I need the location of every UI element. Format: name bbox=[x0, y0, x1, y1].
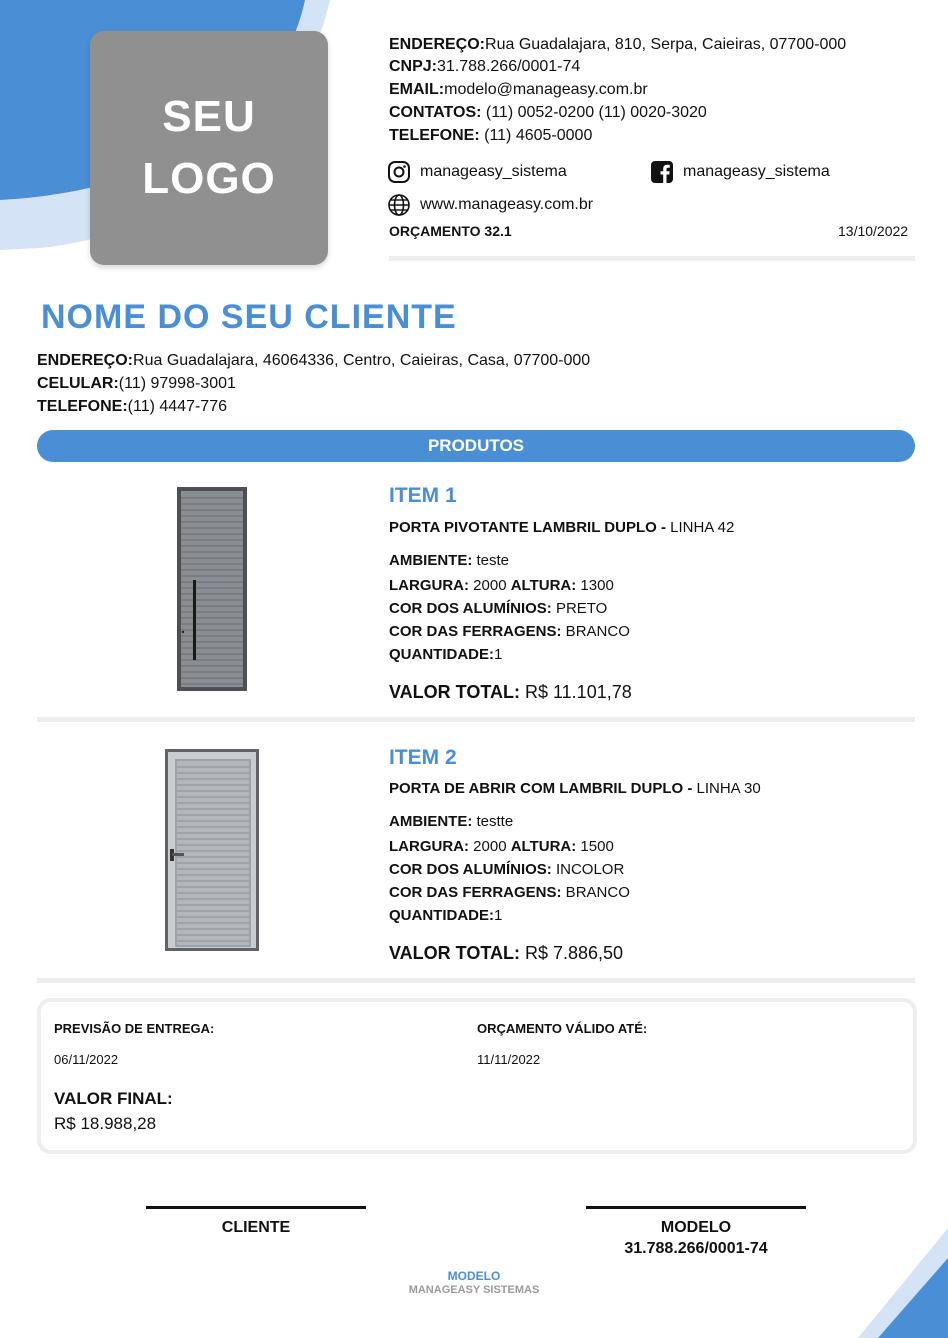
facebook-handle: manageasy_sistema bbox=[683, 163, 830, 180]
footer-company: MODELO bbox=[447, 1269, 501, 1283]
delivery-label: PREVISÃO DE ENTREGA: bbox=[54, 1021, 215, 1036]
item-2-ferragens: COR DAS FERRAGENS: BRANCO bbox=[389, 884, 630, 901]
item-2-total: VALOR TOTAL: R$ 7.886,50 bbox=[389, 943, 624, 963]
company-cnpj: CNPJ:31.788.266/0001-74 bbox=[389, 58, 581, 75]
valid-until-date: 11/11/2022 bbox=[477, 1052, 541, 1067]
item-1-ferragens: COR DAS FERRAGENS: BRANCO bbox=[389, 623, 630, 640]
company-signature-cnpj: 31.788.266/0001-74 bbox=[624, 1240, 768, 1257]
quote-date: 13/10/2022 bbox=[838, 223, 909, 239]
client-phone: TELEFONE:(11) 4447-776 bbox=[37, 398, 227, 415]
item-1-divider bbox=[37, 717, 915, 722]
item-1-ambiente: AMBIENTE: teste bbox=[389, 552, 510, 569]
client-signature-line bbox=[146, 1206, 366, 1209]
company-logo bbox=[90, 31, 328, 265]
client-name: NOME DO SEU CLIENTE bbox=[41, 298, 457, 336]
quote-number: ORÇAMENTO 32.1 bbox=[389, 223, 512, 239]
header-divider bbox=[389, 256, 915, 261]
item-1-aluminio: COR DOS ALUMÍNIOS: PRETO bbox=[389, 600, 608, 617]
item-2-dimensions: LARGURA: 2000 ALTURA: 1500 bbox=[389, 838, 614, 855]
item-2-title: ITEM 2 bbox=[389, 746, 457, 769]
item-1-quantidade: QUANTIDADE:1 bbox=[389, 646, 503, 663]
item-2-door-image bbox=[164, 748, 260, 952]
valid-until-label: ORÇAMENTO VÁLIDO ATÉ: bbox=[477, 1021, 648, 1036]
facebook-link[interactable] bbox=[650, 160, 830, 184]
item-1-dimensions: LARGURA: 2000 ALTURA: 1300 bbox=[389, 577, 614, 594]
item-2-divider bbox=[37, 978, 915, 983]
item-2-ambiente: AMBIENTE: testte bbox=[389, 813, 514, 830]
item-1-name: PORTA PIVOTANTE LAMBRIL DUPLO - LINHA 42 bbox=[389, 519, 735, 536]
item-2-quantidade: QUANTIDADE:1 bbox=[389, 907, 503, 924]
products-header: PRODUTOS bbox=[37, 430, 915, 462]
item-1-total: VALOR TOTAL: R$ 11.101,78 bbox=[389, 682, 632, 702]
website-link[interactable] bbox=[387, 193, 593, 217]
website-url: www.manageasy.com.br bbox=[420, 196, 594, 213]
client-address: ENDEREÇO:Rua Guadalajara, 46064336, Centro, Caieiras, Casa, 07700-000 bbox=[37, 352, 591, 369]
client-signature-label: CLIENTE bbox=[221, 1219, 291, 1236]
final-value: R$ 18.988,28 bbox=[54, 1114, 157, 1133]
company-signature-name: MODELO bbox=[660, 1219, 732, 1236]
company-signature-line bbox=[586, 1206, 806, 1209]
item-1-title: ITEM 1 bbox=[389, 484, 457, 507]
client-mobile: CELULAR:(11) 97998-3001 bbox=[37, 375, 236, 392]
delivery-date: 06/11/2022 bbox=[54, 1052, 119, 1067]
company-contacts: CONTATOS: (11) 0052-0200 (11) 0020-3020 bbox=[389, 104, 707, 121]
instagram-handle: manageasy_sistema bbox=[420, 163, 567, 180]
item-1-door-image bbox=[176, 486, 248, 692]
company-email: EMAIL:modelo@manageasy.com.br bbox=[389, 81, 648, 98]
final-value-label: VALOR FINAL: bbox=[54, 1089, 173, 1108]
item-2-name: PORTA DE ABRIR COM LAMBRIL DUPLO - LINHA 30 bbox=[389, 780, 761, 797]
logo-line-1: SEU bbox=[162, 92, 256, 141]
logo-line-2: LOGO bbox=[142, 154, 276, 203]
footer-system: MANAGEASY SISTEMAS bbox=[408, 1284, 540, 1296]
item-2-aluminio: COR DOS ALUMÍNIOS: INCOLOR bbox=[389, 861, 625, 878]
globe-icon bbox=[387, 193, 411, 217]
instagram-icon bbox=[387, 160, 411, 184]
company-address: ENDEREÇO:Rua Guadalajara, 810, Serpa, Caieiras, 07700-000 bbox=[389, 36, 847, 53]
facebook-icon bbox=[650, 160, 674, 184]
instagram-link[interactable] bbox=[387, 160, 567, 184]
company-phone: TELEFONE: (11) 4605-0000 bbox=[389, 127, 593, 144]
